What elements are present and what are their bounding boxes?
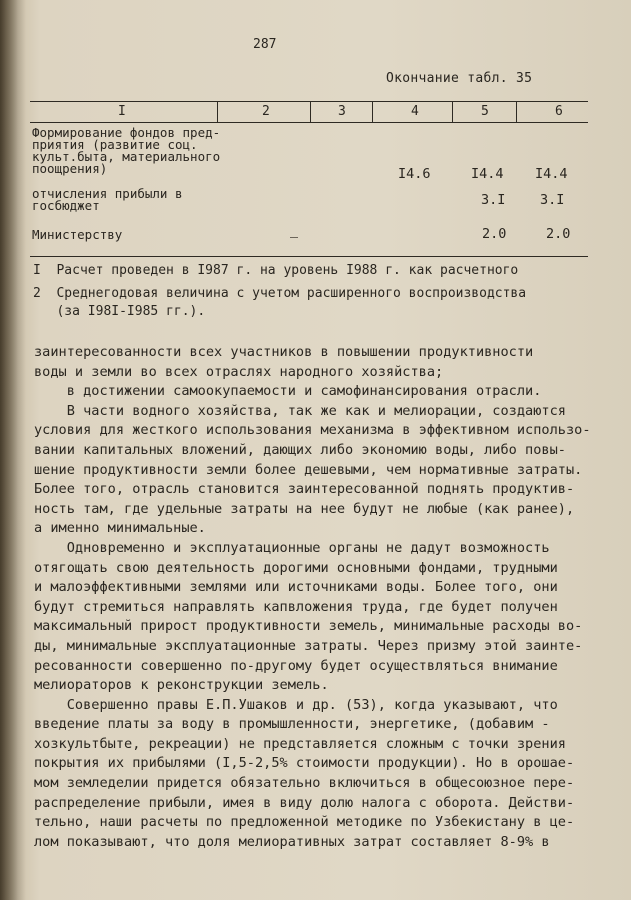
- body-line: ды, минимальные эксплуатационные затраты. Через призму этой заинте-: [34, 637, 583, 654]
- body-line: Более того, отрасль становится заинтересованной поднять продуктив-: [34, 481, 575, 498]
- body-line: лом показывают, что доля мелиоративных затрат составляет 8-9% в: [34, 833, 550, 850]
- table-cell: 3.I: [481, 192, 506, 208]
- body-line: максимальный прирост продуктивности земель, минимальные расходы во-: [34, 618, 583, 635]
- column-divider: [310, 101, 311, 122]
- body-line: хозкультбыте, рекреации) не представляется сложным с точки зрения: [34, 735, 566, 752]
- body-line: в достижении самоокупаемости и самофинансирования отрасли.: [34, 383, 542, 400]
- column-divider: [452, 101, 453, 122]
- table-row-label: Формирование фондов пред- приятия (развитие соц. культ.быта, материального поощрения): [32, 125, 221, 176]
- body-line: условия для жесткого использования механизма в эффективном использо-: [34, 422, 591, 439]
- footnote: I Расчет проведен в I987 г. на уровень I988 г. как расчетного: [33, 263, 519, 278]
- table-cell: 3.I: [540, 192, 565, 208]
- body-line: вании капитальных вложений, дающих либо экономию воды, либо повы-: [34, 441, 566, 458]
- page-number: 287: [253, 37, 277, 52]
- column-header: 6: [555, 104, 563, 119]
- body-line: отягощать свою деятельность дорогими основными фондами, трудными: [34, 559, 558, 576]
- body-line: распределение прибыли, имея в виду долю налога с оборота. Действи-: [34, 794, 575, 811]
- footnote: (за I98I-I985 гг.).: [33, 304, 206, 319]
- column-header: 4: [411, 104, 419, 119]
- table-row-label: отчисления прибыли в госбюджет: [32, 186, 183, 213]
- body-line: Одновременно и эксплуатационные органы не дадут возможность: [34, 539, 550, 556]
- body-text: [34, 343, 594, 852]
- table-cell: I4.4: [471, 166, 504, 182]
- column-header: 2: [262, 104, 270, 119]
- table-row-label: Министерству: [32, 227, 123, 242]
- body-line: шение продуктивности земли более дешевыми, чем нормативные затраты.: [34, 461, 583, 478]
- body-line: ресованности совершенно по-другому будет осуществляться внимание: [34, 657, 558, 674]
- column-divider: [516, 101, 517, 122]
- body-line: покрытия их прибылями (I,5-2,5% стоимости продукции). Но в орошае-: [34, 755, 575, 772]
- column-divider: [217, 101, 218, 122]
- binding-shadow: [0, 0, 26, 900]
- body-line: мом земледелии придется обязательно включиться в общесоюзное пере-: [34, 775, 575, 792]
- column-header: 3: [338, 104, 346, 119]
- body-line: ность там, где удельные затраты на нее будут не любые (как ранее),: [34, 500, 575, 517]
- body-line: Совершенно правы Е.П.Ушаков и др. (53), когда указывают, что: [34, 696, 558, 713]
- body-line: будут стремиться направлять капвложения труда, где будет получен: [34, 598, 558, 615]
- table-bottom-rule: [30, 256, 588, 257]
- body-line: а именно минимальные.: [34, 520, 206, 537]
- table-header-rule: [30, 122, 588, 123]
- table-cell: I4.4: [535, 166, 568, 182]
- body-line: и малоэффективными землями или источниками воды. Более того, они: [34, 579, 558, 596]
- table-top-rule: [30, 101, 588, 102]
- body-line: мелиораторов к реконструкции земель.: [34, 677, 329, 694]
- body-line: заинтересованности всех участников в повышении продуктивности: [34, 344, 534, 360]
- body-line: введение платы за воду в промышленности, энергетике, (добавим -: [34, 716, 550, 733]
- column-header: 5: [481, 104, 489, 119]
- column-divider: [372, 101, 373, 122]
- body-line: В части водного хозяйства, так же как и мелиорации, создаются: [34, 402, 566, 419]
- empty-cell-dash: [290, 237, 298, 238]
- table-cell: I4.6: [398, 166, 431, 182]
- table-cell: 2.0: [482, 226, 507, 242]
- footnote: 2 Среднегодовая величина с учетом расширенного воспроизводства: [33, 286, 527, 301]
- table-cell: 2.0: [546, 226, 571, 242]
- column-header: I: [118, 104, 126, 119]
- table-caption: Окончание табл. 35: [386, 71, 533, 86]
- body-line: тельно, наши расчеты по предложенной методике по Узбекистану в це-: [34, 814, 575, 831]
- body-line: воды и земли во всех отраслях народного хозяйства;: [34, 363, 444, 380]
